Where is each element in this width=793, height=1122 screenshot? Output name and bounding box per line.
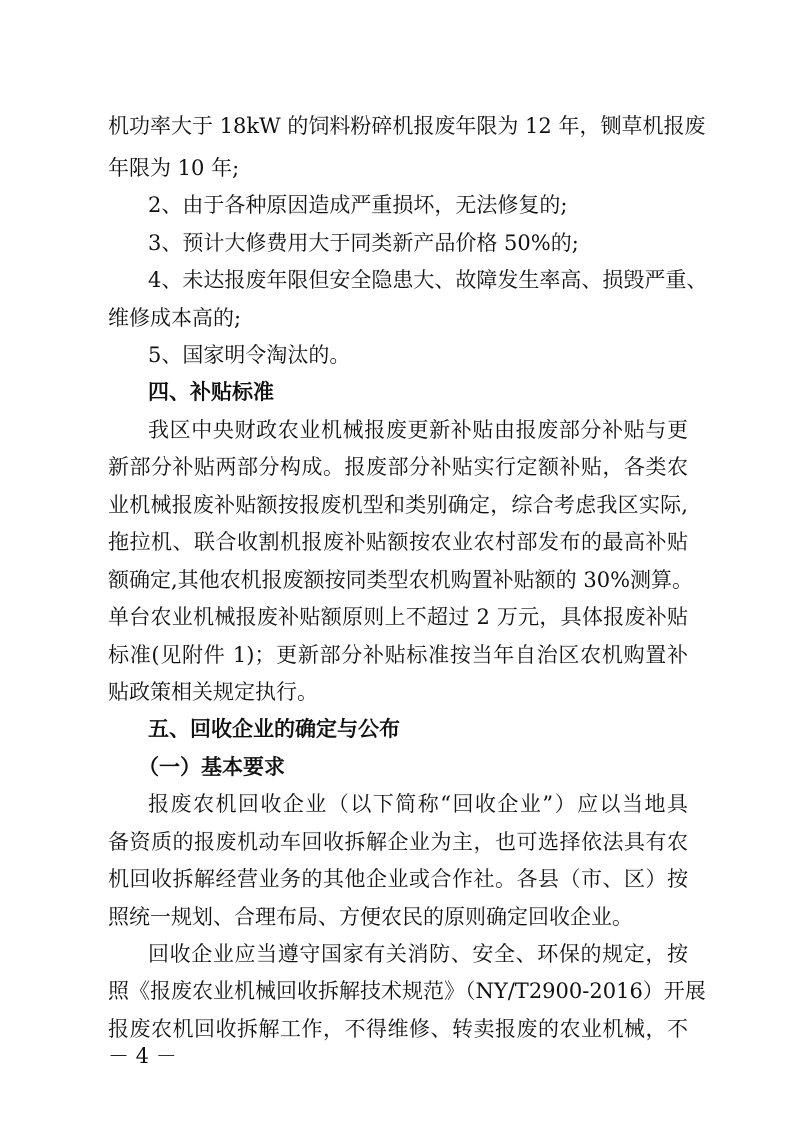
paragraph-line: 单台农业机械报废补贴额原则上不超过 2 万元，具体报废补贴 [108,605,688,629]
page-number: － 4 － [108,1044,177,1068]
paragraph-line: 照《报废农业机械回收拆解技术规范》（NY/T2900-2016）开展 [108,979,706,1003]
list-item: 3、预计大修费用大于同类新产品价格 50%的; [148,231,579,255]
paragraph-line: 备资质的报废机动车回收拆解企业为主，也可选择依法具有农 [108,830,688,854]
paragraph-line: 贴政策相关规定执行。 [108,680,318,704]
paragraph-line: 报废农机回收企业（以下简称“回收企业”）应以当地具 [148,792,688,816]
paragraph-line: 照统一规划、合理布局、方便农民的原则确定回收企业。 [108,905,633,929]
paragraph-line: 标准(见附件 1)；更新部分补贴标准按当年自治区农机购置补 [108,643,688,667]
paragraph-line: 报废农机回收拆解工作，不得维修、转卖报废的农业机械，不 [108,1017,688,1041]
text-line: 维修成本高的; [108,306,242,330]
paragraph-line: 业机械报废补贴额按报废机型和类别确定，综合考虑我区实际, [108,493,688,517]
list-item: 2、由于各种原因造成严重损坏，无法修复的; [148,193,568,217]
paragraph-line: 我区中央财政农业机械报废更新补贴由报废部分补贴与更 [148,418,688,442]
text-line: 年限为 10 年; [108,156,240,180]
paragraph-line: 回收企业应当遵守国家有关消防、安全、环保的规定，按 [148,942,688,966]
paragraph-line: 新部分补贴两部分构成。报废部分补贴实行定额补贴，各类农 [108,455,688,479]
text-line: 机功率大于 18kW 的饲料粉碎机报废年限为 12 年，铡草机报废 [108,114,706,138]
section-heading: 四、补贴标准 [148,380,274,404]
subsection-heading: （一）基本要求 [138,754,285,779]
paragraph-line: 机回收拆解经营业务的其他企业或合作社。各县（市、区）按 [108,867,688,891]
list-item: 4、未达报废年限但安全隐患大、故障发生率高、损毁严重、 [148,268,708,292]
paragraph-line: 拖拉机、联合收割机报废补贴额按农业农村部发布的最高补贴 [108,530,688,554]
section-heading: 五、回收企业的确定与公布 [148,717,400,741]
list-item: 5、国家明令淘汰的。 [148,343,351,367]
paragraph-line: 额确定,其他农机报废额按同类型农机购置补贴额的 30%测算。 [108,568,694,592]
